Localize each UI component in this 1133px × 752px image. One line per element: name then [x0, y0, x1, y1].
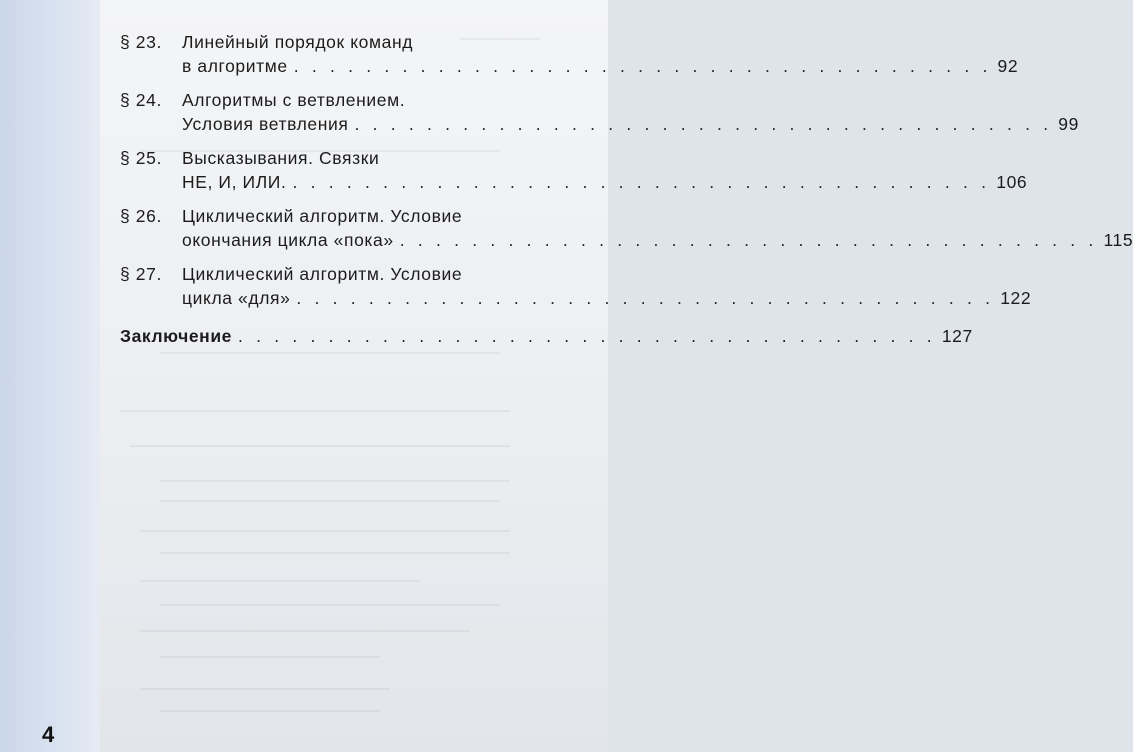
page-number: 92 — [997, 56, 1019, 76]
section-title: Циклический алгоритм. Условие — [182, 264, 463, 284]
section-title: Алгоритмы с ветвлением. — [182, 90, 406, 110]
page-number: 122 — [1000, 288, 1032, 308]
section-title-cont: в алгоритме — [182, 56, 288, 76]
folio-page-number: 4 — [42, 722, 55, 747]
page-number: 99 — [1058, 114, 1079, 134]
section-title-cont: НЕ, И, ИЛИ. — [182, 172, 287, 192]
toc-entry-24[interactable] — [120, 88, 1079, 136]
section-number: § 25. — [120, 148, 162, 168]
section-title: Линейный порядок команд — [182, 32, 414, 52]
dot-leader: . . . . . . . . . . . . . . . . . . . . . . . . . . . . . . . . . . . . . . . — [399, 230, 1098, 250]
dot-leader: . . . . . . . . . . . . . . . . . . . . . . . . . . . . . . . . . . . . . . . — [354, 114, 1053, 134]
toc-entry-conclusion[interactable] — [120, 326, 973, 347]
dot-leader: . . . . . . . . . . . . . . . . . . . . . . . . . . . . . . . . . . . . . . . — [238, 326, 936, 346]
conclusion-title: Заключение — [120, 326, 233, 346]
table-of-contents — [120, 30, 1133, 347]
toc-entry-25[interactable] — [120, 146, 1028, 194]
dot-leader: . . . . . . . . . . . . . . . . . . . . . . . . . . . . . . . . . . . . . . . — [296, 288, 995, 308]
section-title-cont: окончания цикла «пока» — [182, 230, 394, 250]
section-number: § 24. — [120, 90, 162, 110]
section-number: § 26. — [120, 206, 162, 226]
dot-leader: . . . . . . . . . . . . . . . . . . . . . . . . . . . . . . . . . . . . . . . — [293, 56, 992, 76]
section-title: Циклический алгоритм. Условие — [182, 206, 463, 226]
page-number: 115 — [1103, 230, 1133, 250]
page-number: 106 — [996, 172, 1028, 192]
section-title-cont: Условия ветвления — [182, 114, 349, 134]
toc-entry-23[interactable] — [120, 30, 1019, 78]
section-title-cont: цикла «для» — [182, 288, 291, 308]
left-margin — [0, 0, 100, 752]
section-number: § 23. — [120, 32, 162, 52]
section-title: Высказывания. Связки — [182, 148, 380, 168]
dot-leader: . . . . . . . . . . . . . . . . . . . . . . . . . . . . . . . . . . . . . . . — [292, 172, 991, 192]
section-number: § 27. — [120, 264, 162, 284]
toc-entry-26[interactable] — [120, 204, 1133, 252]
page-number: 127 — [941, 326, 973, 346]
toc-entry-27[interactable] — [120, 262, 1032, 310]
